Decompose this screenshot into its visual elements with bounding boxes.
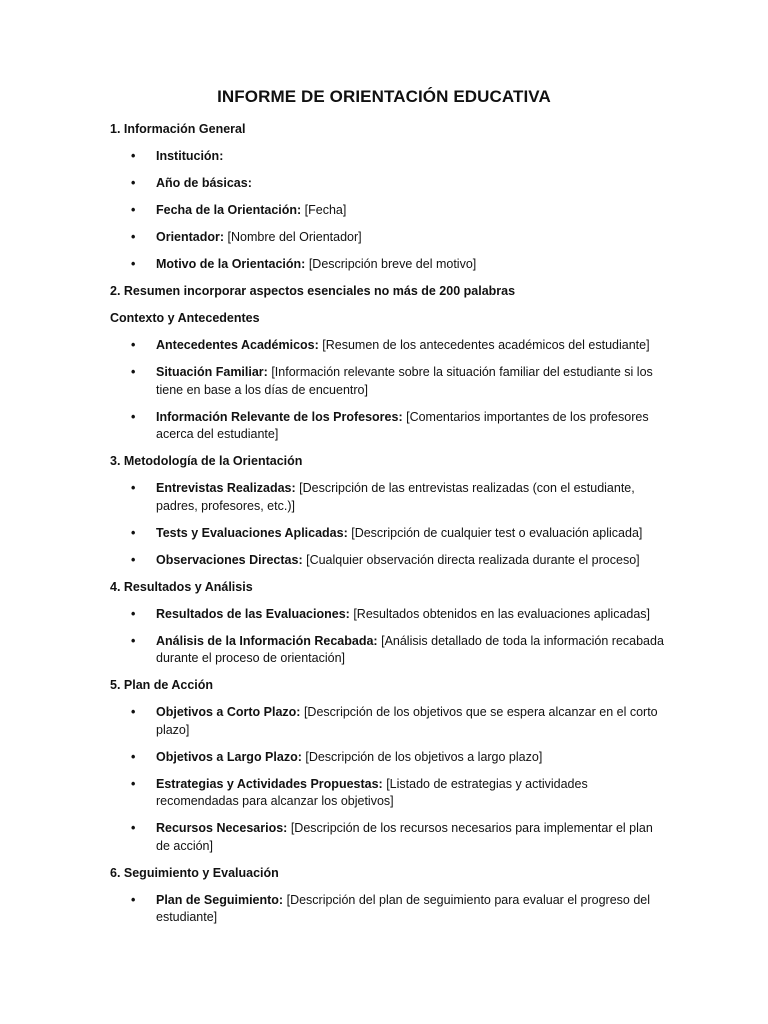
item-text: [Descripción de cualquier test o evaluación aplicada]: [351, 525, 643, 540]
item-label: Situación Familiar:: [156, 365, 268, 379]
section-heading: 6. Seguimiento y Evaluación: [110, 865, 279, 880]
section-heading: 5. Plan de Acción: [110, 678, 214, 692]
item-text: [Descripción de las entrevistas realizadas (con el estudiante, padres, profesores, etc.)]: [156, 481, 635, 513]
list-item: [110, 525, 670, 543]
item-label: Institución:: [156, 149, 224, 163]
bullet-icon: •: [131, 338, 136, 352]
bullet-icon: •: [131, 257, 136, 271]
bullet-icon: •: [131, 821, 136, 835]
list-item: [110, 175, 670, 193]
list-item: [110, 749, 670, 767]
item-label: Información Relevante de los Profesores:: [156, 409, 403, 424]
list-item: [110, 633, 670, 668]
item-text: [Descripción de los objetivos que se espera alcanzar en el corto plazo]: [156, 705, 658, 737]
item-label: Entrevistas Realizadas:: [156, 481, 296, 495]
item-label: Estrategias y Actividades Propuestas:: [156, 776, 383, 791]
section-heading: 2. Resumen incorporar aspectos esenciales no más de 200 palabras: [110, 284, 516, 298]
section-heading: 3. Metodología de la Orientación: [110, 454, 303, 468]
list-item: [110, 820, 670, 855]
item-text: [Descripción de los recursos necesarios para implementar el plan de acción]: [156, 821, 653, 853]
section-heading: 1. Información General: [110, 122, 246, 136]
list-item: [110, 229, 670, 247]
section-heading: Contexto y Antecedentes: [110, 311, 260, 325]
item-label: Recursos Necesarios:: [156, 821, 288, 835]
list-item: [110, 364, 670, 399]
bullet-icon: •: [131, 176, 136, 190]
list-item: [110, 148, 670, 166]
item-label: Objetivos a Largo Plazo:: [156, 749, 302, 764]
item-text: [Comentarios importantes de los profesores acerca del estudiante]: [156, 409, 649, 441]
list-item: [110, 552, 670, 570]
item-text: [Nombre del Orientador]: [227, 230, 362, 244]
section-heading: 4. Resultados y Análisis: [110, 579, 253, 594]
item-text: [Fecha]: [304, 203, 347, 217]
bullet-icon: •: [131, 633, 136, 648]
item-text: [Descripción breve del motivo]: [308, 257, 477, 271]
item-label: Plan de Seguimiento:: [156, 892, 284, 907]
bullet-icon: •: [131, 552, 136, 567]
bullet-icon: •: [131, 776, 136, 791]
item-label: Antecedentes Académicos:: [156, 338, 319, 352]
bullet-icon: •: [131, 705, 136, 719]
bullet-icon: •: [131, 409, 136, 424]
item-label: Tests y Evaluaciones Aplicadas:: [156, 525, 348, 540]
bullet-list: [110, 892, 670, 927]
item-label: Objetivos a Corto Plazo:: [156, 705, 301, 719]
bullet-icon: •: [131, 365, 136, 379]
bullet-list: [110, 606, 670, 668]
list-item: [110, 409, 670, 444]
bullet-list: [110, 480, 670, 569]
item-label: Observaciones Directas:: [156, 552, 303, 567]
bullet-icon: •: [131, 203, 136, 217]
bullet-icon: •: [131, 525, 136, 540]
item-label: Análisis de la Información Recabada:: [156, 633, 378, 648]
item-label: Resultados de las Evaluaciones:: [156, 606, 350, 621]
document-title: INFORME DE ORIENTACIÓN EDUCATIVA: [217, 87, 551, 106]
bullet-icon: •: [131, 149, 136, 163]
item-text: [Resumen de los antecedentes académicos del estudiante]: [322, 338, 650, 352]
bullet-list: [110, 704, 670, 855]
list-item: [110, 202, 670, 220]
item-label: Año de básicas:: [156, 176, 252, 190]
list-item: [110, 606, 670, 624]
list-item: [110, 480, 670, 515]
bullet-icon: •: [131, 892, 136, 907]
item-text: [Cualquier observación directa realizada durante el proceso]: [306, 552, 640, 567]
item-text: [Análisis detallado de toda la información recabada durante el proceso de orientación]: [156, 633, 664, 665]
list-item: [110, 337, 670, 355]
bullet-list: [110, 148, 670, 274]
item-text: [Información relevante sobre la situación familiar del estudiante si los tiene en base a los días de encuentro]: [156, 365, 653, 397]
list-item: [110, 776, 670, 811]
item-text: [Resultados obtenidos en las evaluaciones aplicadas]: [353, 606, 651, 621]
item-label: Motivo de la Orientación:: [156, 257, 306, 271]
item-text: [Descripción de los objetivos a largo plazo]: [305, 749, 543, 764]
list-item: [110, 704, 670, 739]
document-body: [110, 121, 670, 936]
bullet-list: [110, 337, 670, 444]
bullet-icon: •: [131, 481, 136, 495]
bullet-icon: •: [131, 606, 136, 621]
item-text: [Descripción del plan de seguimiento para evaluar el progreso del estudiante]: [156, 892, 651, 924]
bullet-icon: •: [131, 230, 136, 244]
item-text: [Listado de estrategias y actividades recomendadas para alcanzar los objetivos]: [156, 776, 588, 808]
item-label: Orientador:: [156, 230, 225, 244]
list-item: [110, 256, 670, 274]
item-label: Fecha de la Orientación:: [156, 203, 302, 217]
bullet-icon: •: [131, 749, 136, 764]
list-item: [110, 892, 670, 927]
